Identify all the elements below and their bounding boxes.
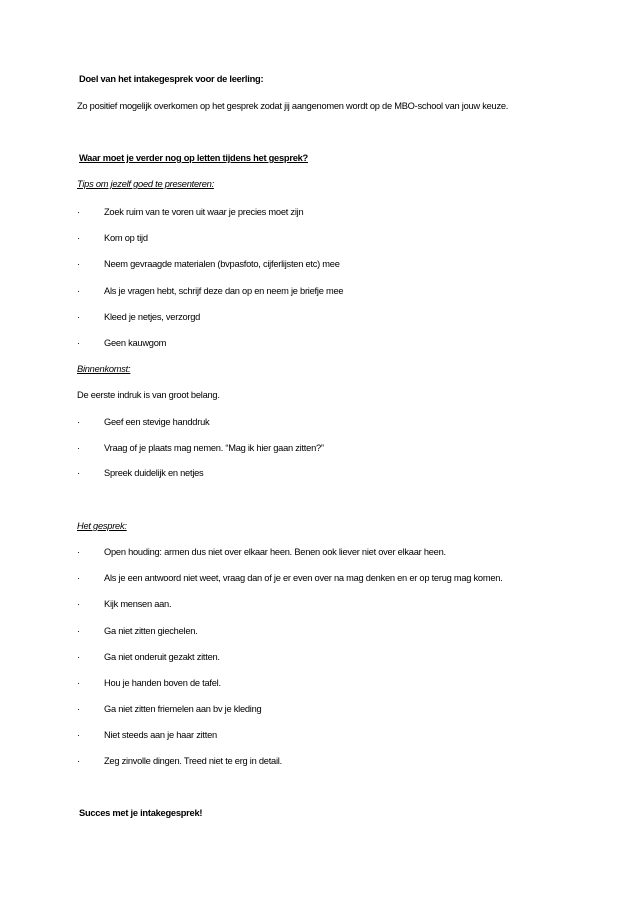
bullet-marker: · <box>77 233 80 243</box>
bullet-marker: · <box>77 443 80 453</box>
list-item-text: Geen kauwgom <box>104 338 167 348</box>
bullet-marker: · <box>77 730 80 740</box>
bullet-marker: · <box>77 547 80 557</box>
bullet-marker: · <box>77 756 80 766</box>
list-item-text: Zeg zinvolle dingen. Treed niet te erg in detail. <box>104 756 282 766</box>
list-item-text: Hou je handen boven de tafel. <box>104 678 221 688</box>
list-item-text: Als je vragen hebt, schrijf deze dan op en neem je briefje mee <box>104 286 344 296</box>
bullet-marker: · <box>77 678 80 688</box>
binnenkomst-heading: Binnenkomst: <box>77 364 131 374</box>
bullet-marker: · <box>77 312 80 322</box>
list-item-text: Kleed je netjes, verzorgd <box>104 312 201 322</box>
intro-heading: Doel van het intakegesprek voor de leerling: <box>79 74 264 84</box>
bullet-marker: · <box>77 417 80 427</box>
list-item-text: Geef een stevige handdruk <box>104 417 210 427</box>
bullet-marker: · <box>77 468 80 478</box>
list-item-text: Kijk mensen aan. <box>104 599 172 609</box>
list-item-text: Ga niet onderuit gezakt zitten. <box>104 652 220 662</box>
list-item-text: Zoek ruim van te voren uit waar je precies moet zijn <box>104 207 304 217</box>
bullet-marker: · <box>77 626 80 636</box>
list-item-text: Neem gevraagde materialen (bvpasfoto, cijferlijsten etc) mee <box>104 259 340 269</box>
bullet-marker: · <box>77 259 80 269</box>
bullet-marker: · <box>77 207 80 217</box>
list-item-text: Ga niet zitten friemelen aan bv je kleding <box>104 704 262 714</box>
bullet-marker: · <box>77 573 80 583</box>
list-item-text: Kom op tijd <box>104 233 148 243</box>
list-item-text: Ga niet zitten giechelen. <box>104 626 198 636</box>
list-item-text: Als je een antwoord niet weet, vraag dan of je er even over na mag denken en er op terug mag komen. <box>104 573 503 583</box>
bullet-marker: · <box>77 286 80 296</box>
list-item-text: Open houding: armen dus niet over elkaar heen. Benen ook liever niet over elkaar heen. <box>104 547 446 557</box>
gesprek-heading: Het gesprek: <box>77 521 127 531</box>
binnenkomst-intro: De eerste indruk is van groot belang. <box>77 390 220 400</box>
bullet-marker: · <box>77 599 80 609</box>
closing-text: Succes met je intakegesprek! <box>79 808 203 818</box>
list-item-text: Vraag of je plaats mag nemen. “Mag ik hier gaan zitten?” <box>104 443 324 453</box>
list-item-text: Spreek duidelijk en netjes <box>104 468 204 478</box>
bullet-marker: · <box>77 704 80 714</box>
tips-heading: Tips om jezelf goed te presenteren: <box>77 179 214 189</box>
list-item-text: Niet steeds aan je haar zitten <box>104 730 217 740</box>
bullet-marker: · <box>77 338 80 348</box>
bullet-marker: · <box>77 652 80 662</box>
intro-text: Zo positief mogelijk overkomen op het gesprek zodat jij aangenomen wordt op de MBO-school van jouw keuze. <box>77 101 509 111</box>
section-heading: Waar moet je verder nog op letten tijdens het gesprek? <box>79 153 308 163</box>
